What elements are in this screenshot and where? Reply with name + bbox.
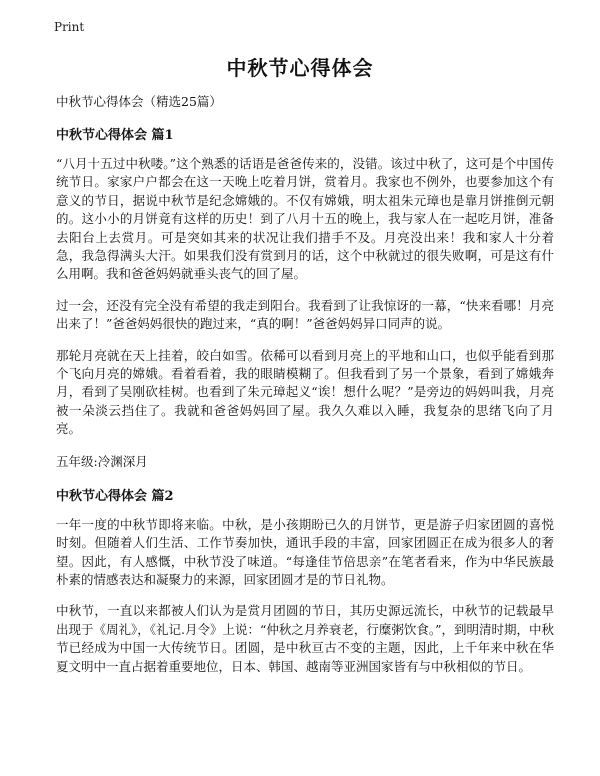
paragraph: 过一会，还没有完全没有希望的我走到阳台。我看到了让我惊讶的一幕，“快来看哪！月亮出来了！”爸爸妈妈很快的跑过来，“真的啊！”爸爸妈妈异口同声的说。 — [56, 297, 554, 332]
section-heading-1: 中秋节心得体会 篇1 — [56, 128, 174, 143]
page-title: 中秋节心得体会 — [226, 56, 374, 80]
paragraph: 中秋节，一直以来都被人们认为是赏月团圆的节日，其历史源远流长，中秋节的记载最早出现于《周礼》，《礼记.月令》上说：“仲秋之月养衰老，行糜粥饮食。”，到明清时期，中秋节已经成为中国一大传统节日。团圆，是中秋亘古不变的主题，因此，上千年来中秋在华夏文明中一直占据着重要地位，日本、韩国、越南等亚洲国家皆有与中秋相似的节日。 — [56, 603, 555, 674]
print-label[interactable]: Print — [54, 20, 85, 34]
paragraph: 那轮月亮就在天上挂着，皎白如雪。依稀可以看到月亮上的平地和山口，也似乎能看到那个飞向月亮的嫦娥。看着看着，我的眼睛模糊了。但我看到了另一个景象，看到了嫦娥奔月，看到了吴刚砍桂树。也看到了朱元璋起义“诶！想什么呢？”是旁边的妈妈叫我，月亮被一朵淡云挡住了。我就和爸爸妈妈回了屋。我久久难以入睡，我复杂的思绪飞向了月亮。 — [56, 347, 554, 437]
author-line: 五年级:冷渊深月 — [56, 453, 148, 469]
section-heading-2: 中秋节心得体会 篇2 — [56, 488, 174, 504]
document-body — [56, 92, 554, 689]
paragraph: “八月十五过中秋喽。”这个熟悉的话语是爸爸传来的，没错。该过中秋了，这可是个中国传统节日。家家户户都会在这一天晚上吃着月饼，赏着月。我家也不例外，也要参加这个有意义的节日，据说中秋节是纪念嫦娥的。不仅有嫦娥，明太祖朱元璋也是靠月饼推倒元朝的。这小小的月饼竟有这样的历史！到了八月十五的晚上，我与家人在一起吃月饼，准备去阳台上去赏月。可是突如其来的状况让我们措手不及。月亮没出来！我和家人十分着急，我急得满头大汗。如果我们没有赏到月的话，这个中秋就过的很失败啊，可是这有什么用啊。我和爸爸妈妈就垂头丧气的回了屋。 — [56, 156, 554, 282]
paragraph: 一年一度的中秋节即将来临。中秋，是小孩期盼已久的月饼节，更是游子归家团圆的喜悦时刻。但随着人们生活、工作节奏加快，通讯手段的丰富，回家团圆正在成为很多人的奢望。因此，有人感慨，中秋节没了味道。“每逢佳节倍思亲”在笔者看来，作为中华民族最朴素的情感表达和凝聚力的来源，回家团圆才是的节日礼物。 — [56, 516, 554, 587]
document-subtitle: 中秋节心得体会（精选25篇） — [56, 94, 222, 109]
